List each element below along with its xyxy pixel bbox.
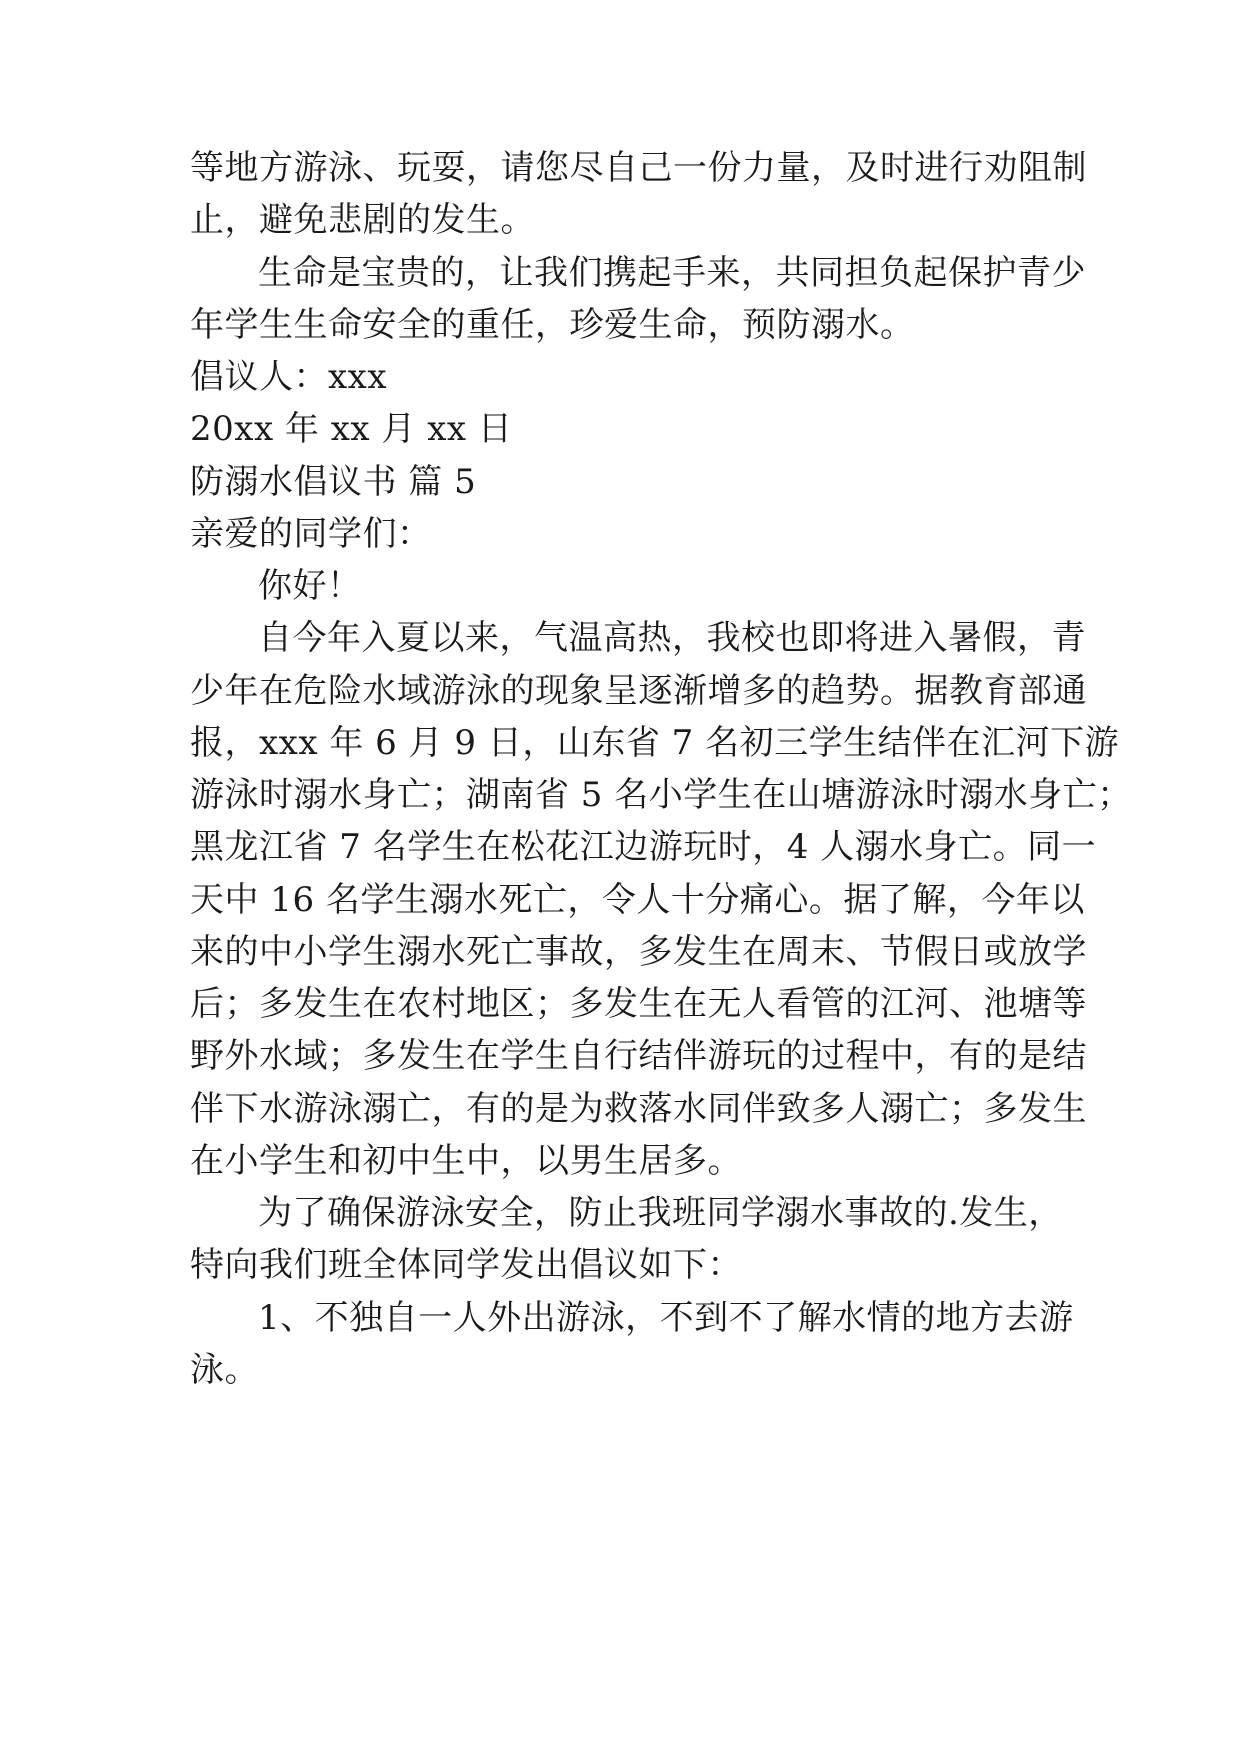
greeting: 你好！ [258,566,362,606]
body-text-line: 来的中小学生溺水死亡事故，多发生在周末、节假日或放学 [190,932,1087,972]
body-text-line: 天中 16 名学生溺水死亡，令人十分痛心。据了解，今年以 [190,880,1085,920]
initiator-line: 倡议人：xxx [190,357,388,397]
date-line: 20xx 年 xx 月 xx 日 [190,409,513,449]
body-text-line: 等地方游泳、玩耍，请您尽自己一份力量，及时进行劝阻制 [190,148,1087,188]
body-text-line: 伴下水游泳溺亡，有的是为救落水同伴致多人溺亡；多发生 [190,1089,1087,1129]
section-title: 防溺水倡议书 篇 5 [190,462,477,502]
body-text-line: 游泳时溺水身亡；湖南省 5 名小学生在山塘游泳时溺水身亡； [190,775,1132,815]
paragraph-first-line: 自今年入夏以来，气温高热，我校也即将进入暑假，青 [258,618,1086,658]
body-text-line: 少年在危险水域游泳的现象呈逐渐增多的趋势。据教育部通 [190,671,1087,711]
paragraph-first-line: 为了确保游泳安全，防止我班同学溺水事故的.发生， [258,1193,1063,1233]
paragraph-first-line: 生命是宝贵的，让我们携起手来，共同担负起保护青少 [258,253,1086,293]
body-text-line: 特向我们班全体同学发出倡议如下： [190,1245,742,1285]
body-text-line: 后；多发生在农村地区；多发生在无人看管的江河、池塘等 [190,984,1087,1024]
body-text-line: 在小学生和初中生中，以男生居多。 [190,1141,742,1181]
body-text-line: 野外水域；多发生在学生自行结伴游玩的过程中，有的是结 [190,1036,1087,1076]
body-text-line: 报，xxx 年 6 月 9 日，山东省 7 名初三学生结伴在汇河下游 [190,723,1120,763]
body-text-line: 止，避免悲剧的发生。 [190,200,535,240]
list-item-line: 1、不独自一人外出游泳，不到不了解水情的地方去游 [258,1298,1074,1338]
body-text-line: 黑龙江省 7 名学生在松花江边游玩时，4 人溺水身亡。同一 [190,827,1097,867]
salutation: 亲爱的同学们： [190,514,432,554]
body-text-line: 年学生生命安全的重任，珍爱生命，预防溺水。 [190,305,915,345]
body-text-line: 泳。 [190,1350,259,1390]
